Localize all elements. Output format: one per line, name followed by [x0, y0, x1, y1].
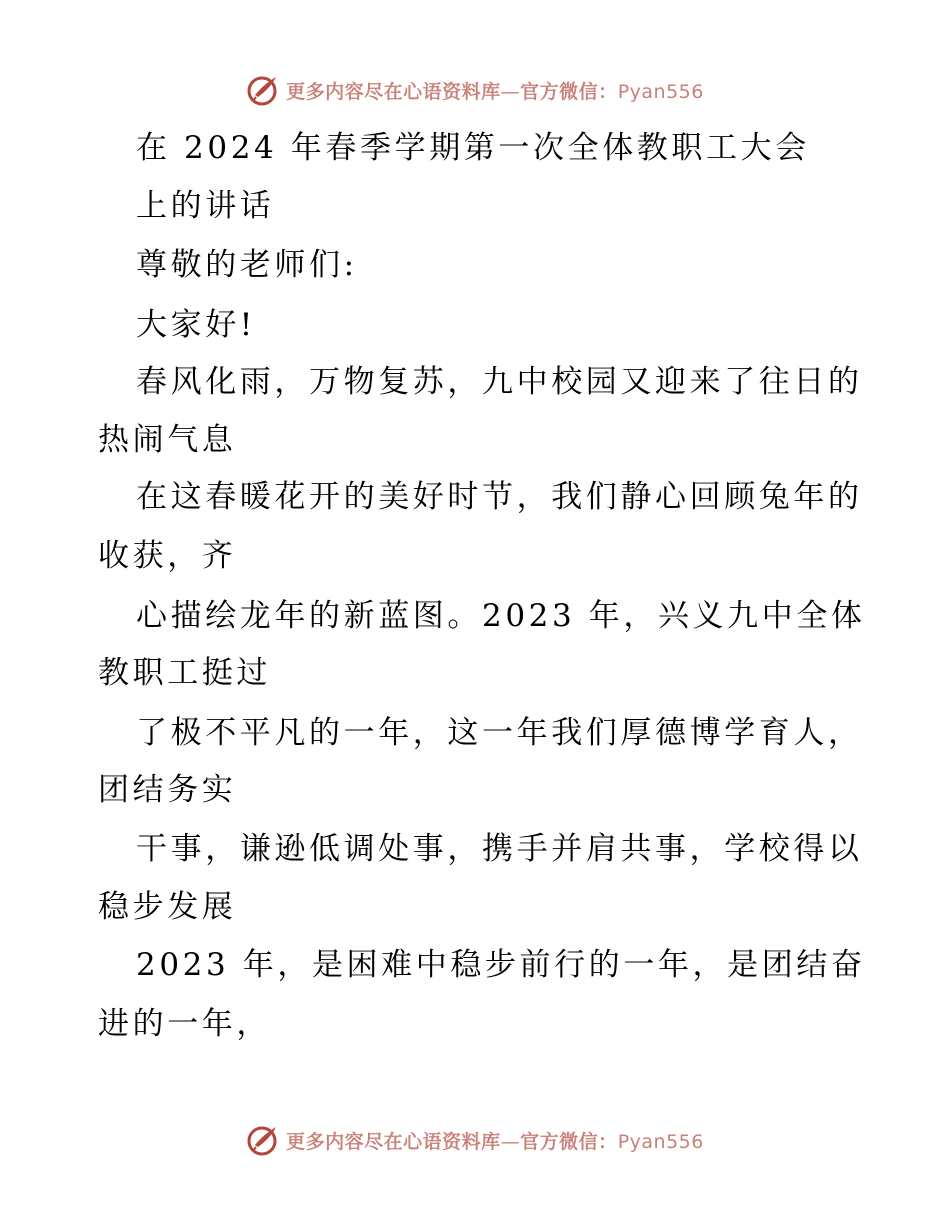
paragraph-line: 团结务实 [98, 772, 237, 808]
paragraph-line: 稳步发展 [98, 889, 237, 925]
paragraph-line: 心描绘龙年的新蓝图。2023 年，兴义九中全体 [136, 598, 866, 634]
salutation: 尊敬的老师们: [136, 247, 358, 283]
paragraph-line: 进的一年， [98, 1006, 271, 1042]
paragraph-line: 2023 年，是困难中稳步前行的一年，是团结奋 [136, 947, 866, 983]
watermark-separator: — [500, 80, 521, 103]
watermark-wechat-handle: Pyan556 [617, 1130, 704, 1153]
greeting: 大家好! [136, 307, 256, 343]
quill-logo-icon [246, 1123, 280, 1157]
speech-title-line-1: 在 2024 年春季学期第一次全体教职工大会 [136, 130, 810, 166]
paragraph-line: 干事，谦逊低调处事，携手并肩共事，学校得以 [136, 831, 863, 867]
paragraph-line: 教职工挺过 [98, 655, 271, 691]
watermark-text [286, 1127, 704, 1154]
watermark-footer [0, 1120, 950, 1160]
watermark-wechat-handle: Pyan556 [617, 80, 704, 103]
watermark-separator: — [500, 1130, 521, 1153]
paragraph-line: 春风化雨，万物复苏，九中校园又迎来了往日的 [136, 364, 863, 400]
paragraph-line: 热闹气息 [98, 422, 237, 458]
watermark-site-text: 更多内容尽在心语资料库 [286, 1130, 501, 1153]
paragraph-line: 了极不平凡的一年，这一年我们厚德博学育人， [136, 715, 863, 751]
paragraph-line: 收获，齐 [98, 538, 237, 574]
watermark-site-text: 更多内容尽在心语资料库 [286, 80, 501, 103]
paragraph-line: 在这春暖花开的美好时节，我们静心回顾兔年的 [136, 479, 863, 515]
speech-title-line-2: 上的讲话 [136, 188, 275, 224]
watermark-wechat-label: 官方微信： [520, 1130, 618, 1153]
watermark-wechat-label: 官方微信： [520, 80, 618, 103]
